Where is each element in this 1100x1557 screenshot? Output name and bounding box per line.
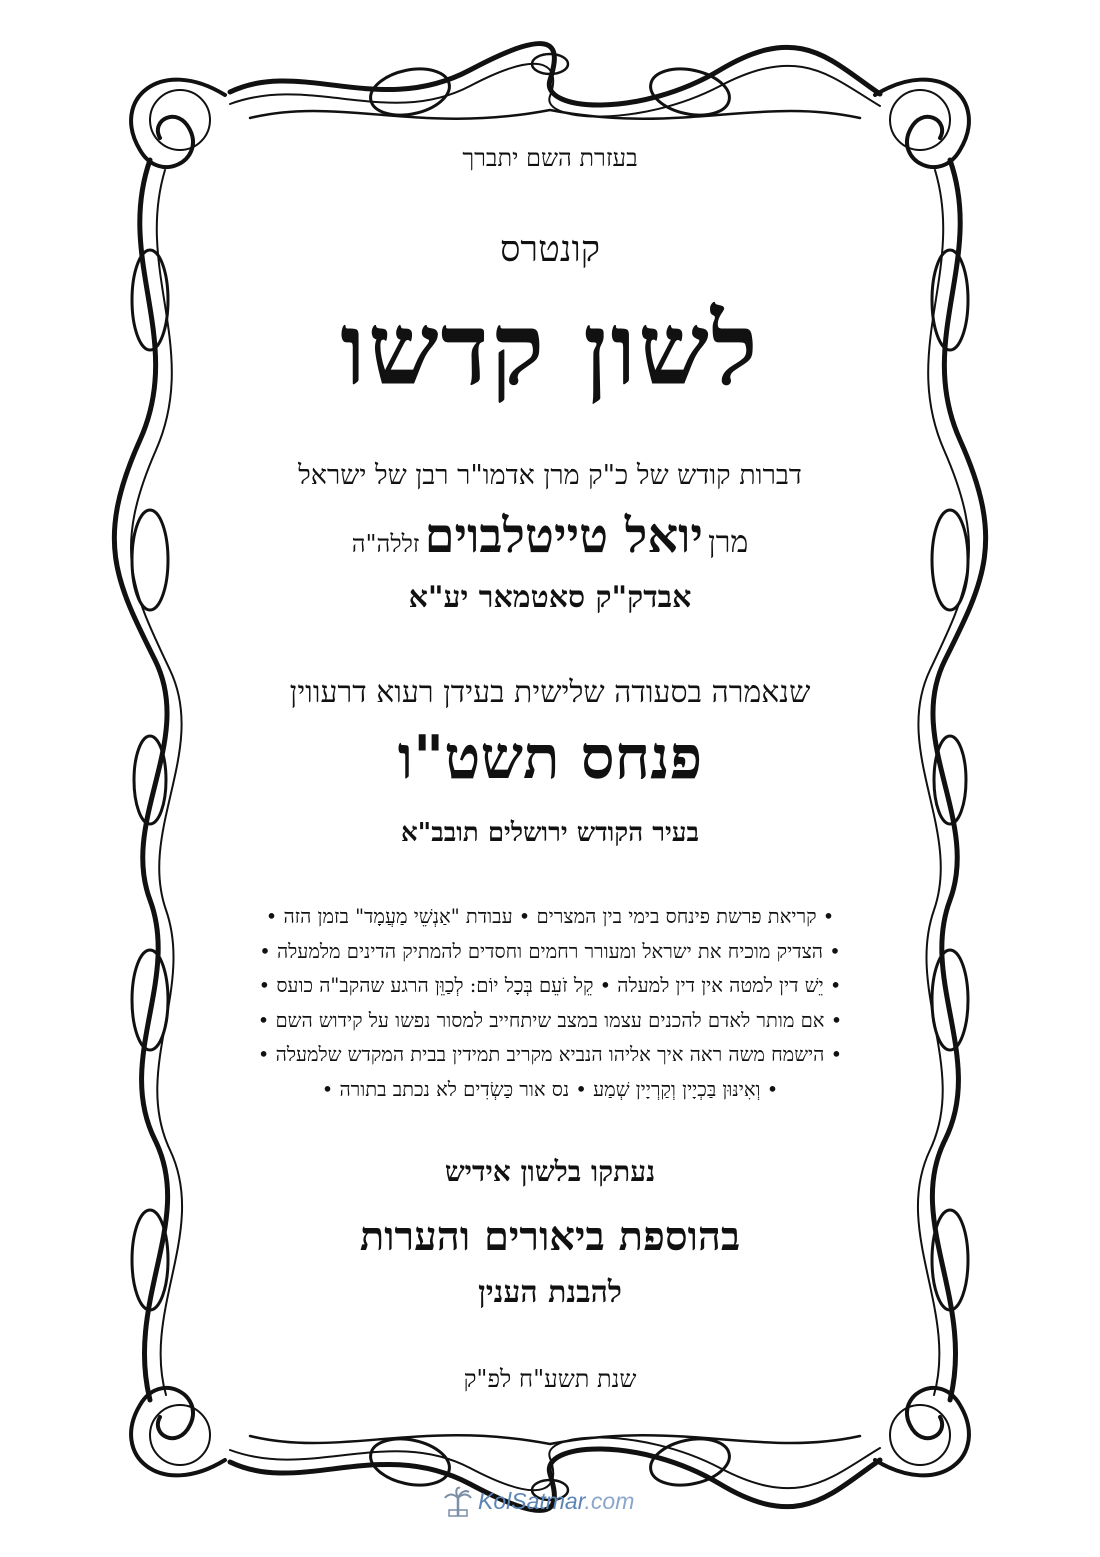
title-kicker: קונטרס	[499, 229, 601, 270]
topic-item: • יֵשׁ דין למטה אין דין למעלה • קֵל זֹעֵם בְּכָל יוֹם: לְכַוֵּן הרגע שהקב"ה כועס •	[258, 974, 842, 997]
parsha-heading: פנחס תשט"ו	[397, 723, 703, 793]
page-title: לשון קדשו	[340, 290, 760, 408]
palm-tree-logo-icon	[444, 1486, 472, 1518]
site-logo-text[interactable]	[478, 1488, 634, 1515]
topic-item: • וְאִינּוּן בַּכְיָין וְקַרְיָין שְׁמַע • נס אור כַּשְׂדִים לא נכתב בתורה •	[321, 1077, 779, 1101]
blessing-line: בעזרת השם יתברך	[462, 144, 638, 172]
place-line: בעיר הקודש ירושלים תובב"א	[400, 818, 700, 848]
site-footer	[0, 1478, 1100, 1530]
author-title: אבדק"ק סאטמאר יע"א	[408, 580, 692, 615]
topics-list	[190, 900, 910, 1107]
author-name: יואל טייטלבוים	[424, 508, 704, 564]
brand-domain: .com	[584, 1488, 635, 1514]
additions-heading: בהוספת ביאורים והערות	[359, 1213, 741, 1260]
topic-item: • קריאת פרשת פינחס בימי בין המצרים • עבודת "אַנְשֵׁי מַעֲמָד" בזמן הזה •	[265, 905, 835, 928]
title-page	[190, 130, 910, 1440]
purpose-line: להבנת הענין	[478, 1275, 622, 1310]
topic-item: • אם מותר לאדם להכנים עצמו במצב שיתחייב למסור נפשו על קידוש השם •	[257, 1008, 843, 1032]
topic-item: • הישמח משה ראה איך אליהו הנביא מקריב תמידין בבית המקדש שלמעלה •	[257, 1043, 843, 1066]
author-description: דברות קודש של כ"ק מרן אדמו"ר רבן של ישראל	[298, 460, 802, 491]
brand-name: KolSatmar	[478, 1488, 585, 1514]
author-name-line	[190, 508, 910, 564]
topic-item: • הצדיק מוכיח את ישראל ומעורר רחמים וחסדים להמתיק הדינים מלמעלה •	[259, 939, 841, 963]
author-suffix: זללה"ה	[351, 530, 420, 558]
translation-note: נעתקו בלשון אידיש	[444, 1155, 656, 1188]
publication-year: שנת תשע"ח לפ"ק	[463, 1365, 637, 1393]
author-prefix: מרן	[708, 525, 749, 560]
occasion-line: שנאמרה בסעודה שלישית בעידן רעוא דרעווין	[289, 675, 811, 710]
